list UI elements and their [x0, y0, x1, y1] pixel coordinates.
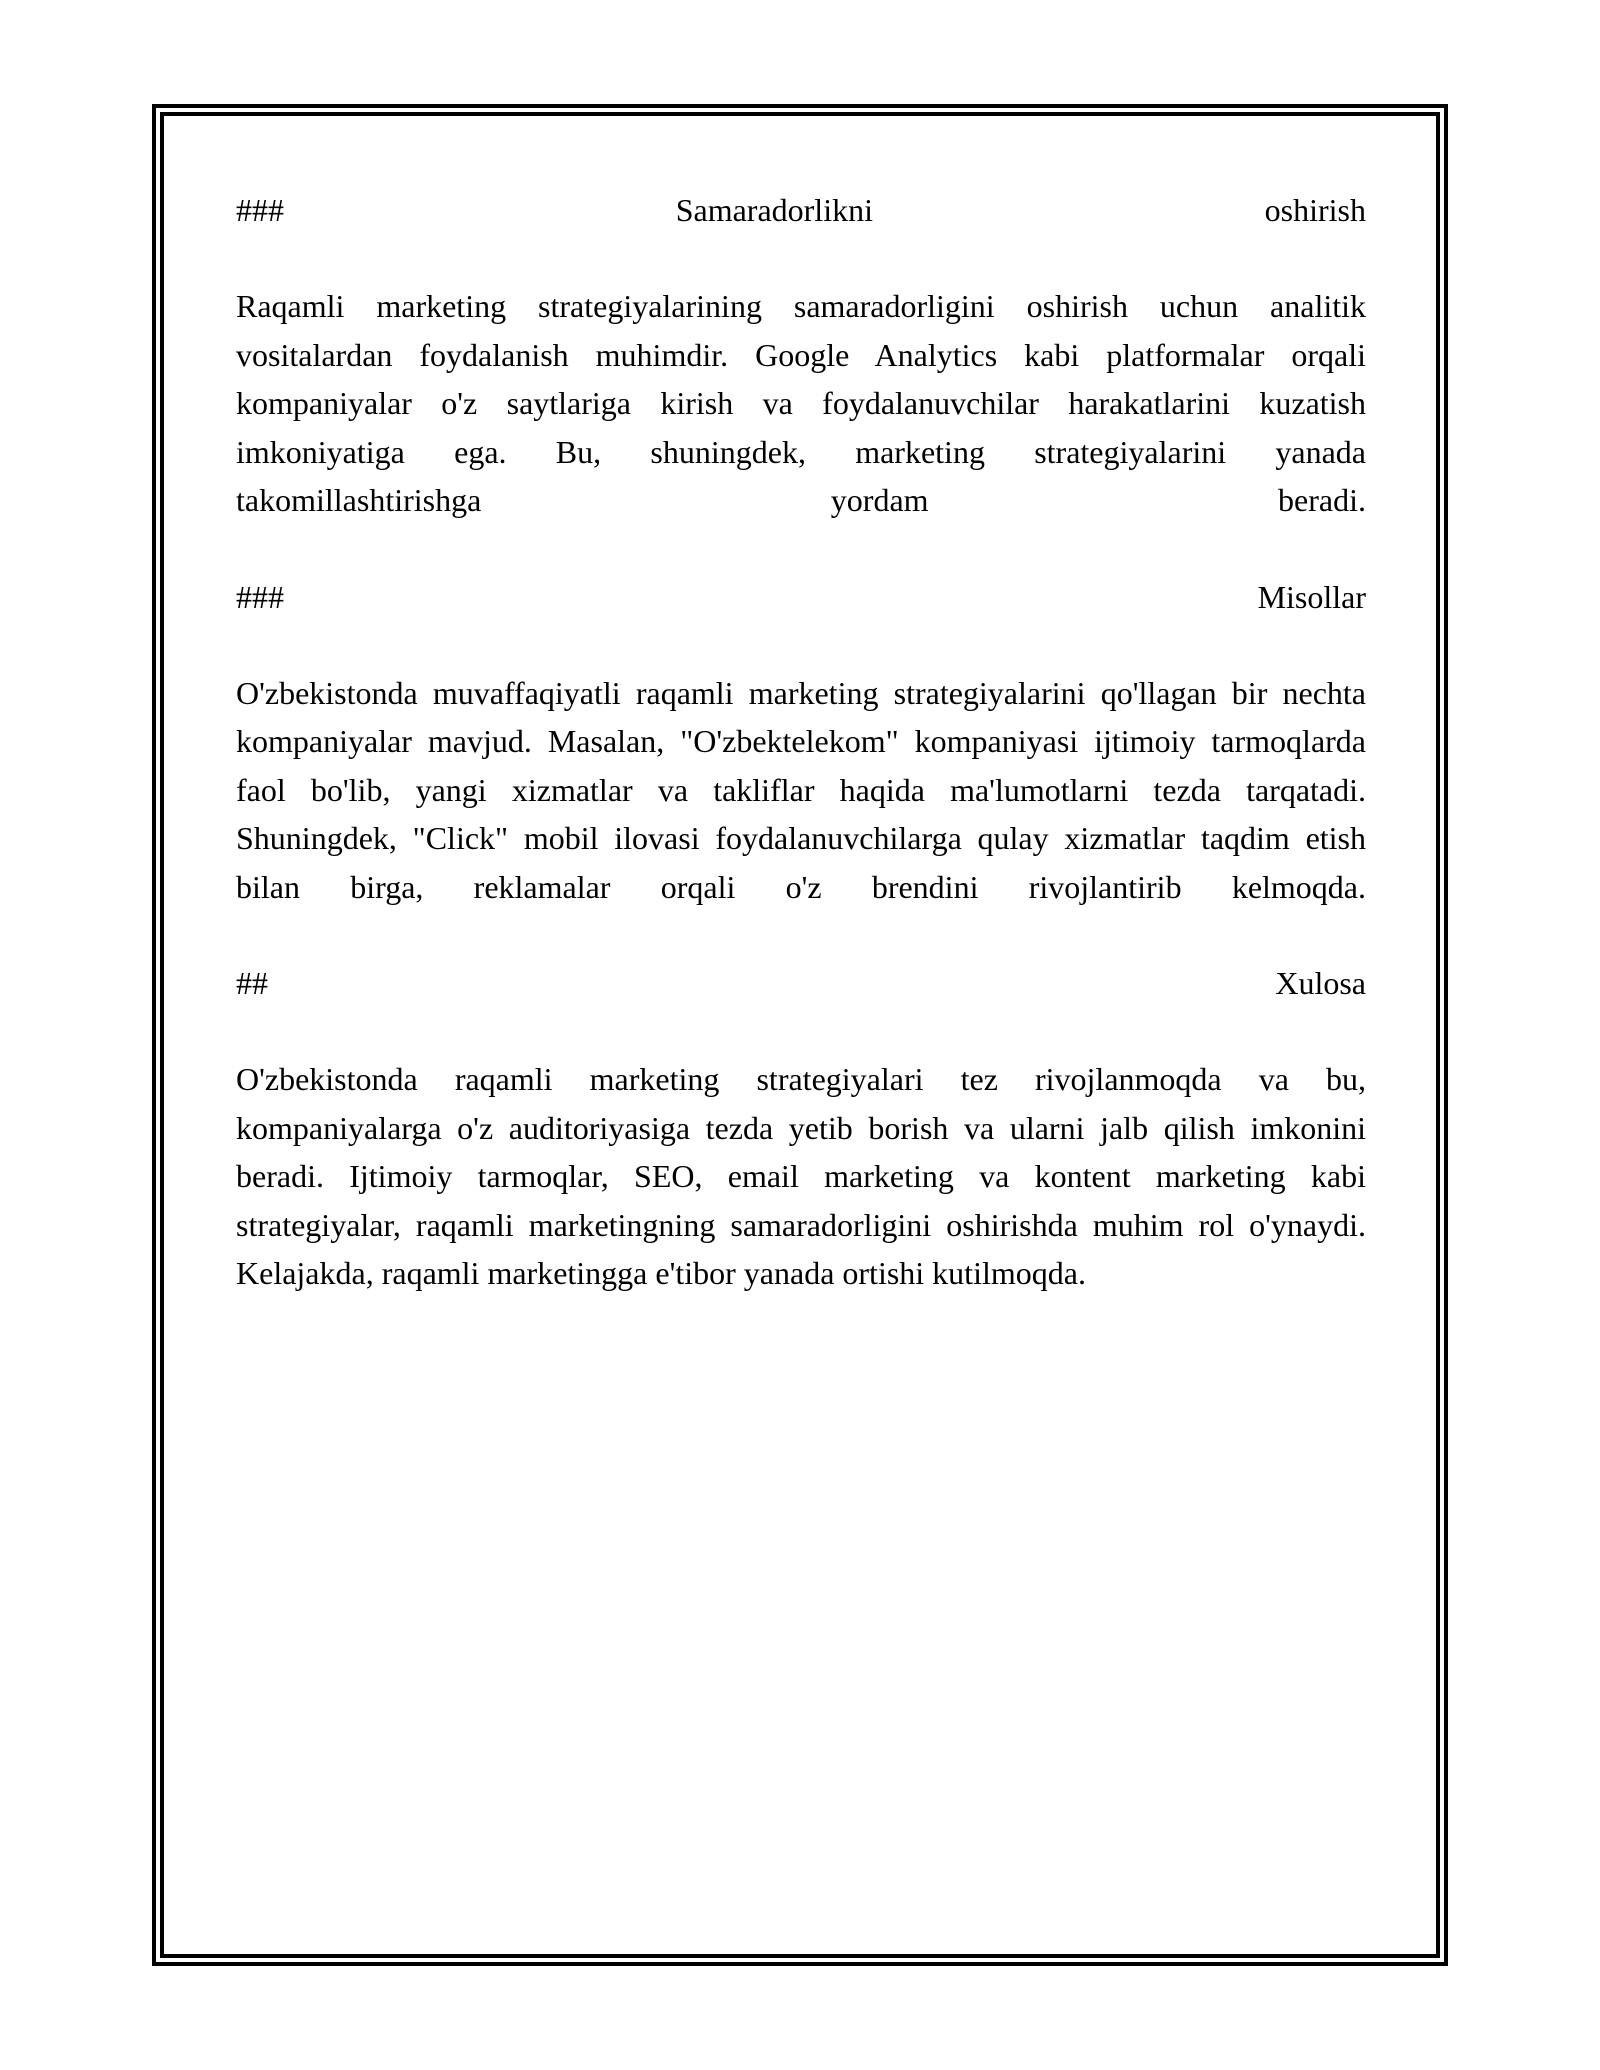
heading-marker: ## [236, 965, 268, 1001]
heading-word: oshirish [1264, 192, 1366, 228]
paragraph-samaradorlik: Raqamli marketing strategiyalarining samaradorligini oshirish uchun analitik vositalardan foydalanish muhimdir. Google Analytics kabi platformalar orqali kompaniyalar o'z saytlariga kirish va foydalanuvchilar harakatlarini kuzatish imkoniyatiga ega. Bu, shuningdek, marketing strategiyalarini yanada takomillashtirishga yordam beradi. [236, 288, 1366, 518]
paragraph-misollar: O'zbekistonda muvaffaqiyatli raqamli marketing strategiyalarini qo'llagan bir nechta kompaniyalar mavjud. Masalan, "O'zbektelekom" kompaniyasi ijtimoiy tarmoqlarda faol bo'lib, yangi xizmatlar va takliflar haqida ma'lumotlarni tezda tarqatadi. Shuningdek, "Click" mobil ilovasi foydalanuvchilarga qulay xizmatlar taqdim etish bilan birga, reklamalar orqali o'z brendini rivojlantirib kelmoqda. [236, 674, 1366, 905]
spacer [236, 525, 1366, 573]
document-body [236, 186, 1366, 1298]
heading-marker: ### [236, 192, 284, 228]
heading-misollar [236, 573, 1366, 621]
heading-word: Samaradorlikni [675, 192, 873, 228]
heading-word: Misollar [1257, 578, 1366, 615]
spacer [236, 234, 1366, 282]
heading-samaradorlikni-oshirish [236, 186, 1366, 234]
spacer [236, 621, 1366, 669]
heading-word: Xulosa [1275, 965, 1366, 1001]
paragraph-xulosa: O'zbekistonda raqamli marketing strategiyalari tez rivojlanmoqda va bu, kompaniyalarga o'z auditoriyasiga tezda yetib borish va ularni jalb qilish imkonini beradi. Ijtimoiy tarmoqlar, SEO, email marketing va kontent marketing kabi strategiyalar, raqamli marketingning samaradorligini oshirishda muhim rol o'ynaydi. Kelajakda, raqamli marketingga e'tibor yanada ortishi kutilmoqda. [236, 1061, 1366, 1291]
heading-marker: ### [236, 578, 284, 615]
spacer [236, 911, 1366, 959]
spacer [236, 1007, 1366, 1055]
heading-xulosa [236, 959, 1366, 1007]
